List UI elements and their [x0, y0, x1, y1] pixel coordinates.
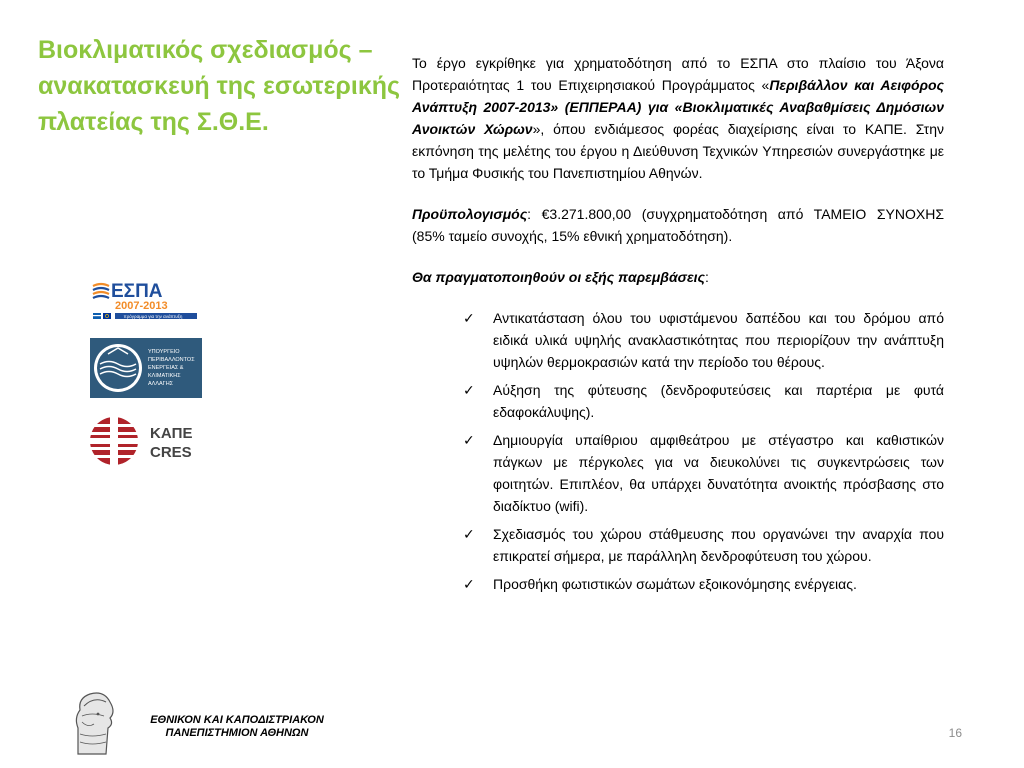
ministry-line-1: ΥΠΟΥΡΓΕΙΟ — [148, 349, 180, 355]
ministry-line-5: ΑΛΛΑΓΗΣ — [148, 381, 174, 387]
list-item-text: Αύξηση της φύτευσης (δενδροφυτεύσεις και παρτέρια με φυτά εδαφοκάλυψης). — [493, 382, 944, 420]
page-number: 16 — [948, 726, 962, 740]
checkmark-icon: ✓ — [463, 382, 475, 398]
ministry-line-2: ΠΕΡΙΒΑΛΛΟΝΤΟΣ — [148, 357, 195, 363]
interventions-heading — [412, 266, 944, 288]
espa-logo — [91, 276, 199, 322]
ministry-logo — [90, 338, 202, 398]
kape-logo — [88, 412, 206, 470]
list-item-text: Σχεδιασμός του χώρου στάθμευσης που οργανώνει την αναρχία που επικρατεί σήμερα, με παράλληλη δενδροφύτευση του χώρου. — [493, 526, 944, 564]
university-name — [141, 714, 333, 740]
list-item — [412, 379, 944, 423]
budget-paragraph — [412, 203, 944, 247]
interventions-colon: : — [705, 269, 709, 285]
intro-program-name: Περιβάλλον και Αειφόρος Ανάπτυξη 2007-2013» (ΕΠΠΕΡΑΑ) για «Βιοκλιματικές Αναβαθμίσεις Δημόσιων Ανοικτών Χώρων — [412, 77, 944, 137]
list-item — [412, 429, 944, 517]
espa-logo-tagline: πρόγραμμα για την ανάπτυξη — [123, 313, 183, 319]
kape-logo-line-2: CRES — [150, 444, 192, 461]
kape-logo-line-1: ΚΑΠΕ — [150, 425, 193, 442]
budget-label: Προϋπολογισμός — [412, 206, 528, 222]
intro-text-b: », όπου ενδιάμεσος φορέας διαχείρισης είναι το ΚΑΠΕ. Στην εκπόνηση της μελέτης του έργου η Διεύθυνση Τεχνικών Υπηρεσιών συνεργάστηκε με το Τμήμα Φυσικής του Πανεπιστημίου Αθηνών. — [412, 121, 944, 181]
list-item-text: Αντικατάσταση όλου του υφιστάμενου δαπέδου και του δρόμου από ειδικά υλικά υψηλής ανακλαστικότητας που περιορίζουν την ανάπτυξη υψηλών θερμοκρασιών κατά την περίοδο του θέρους. — [493, 310, 944, 370]
university-name-line-1: ΕΘΝΙΚΟΝ ΚΑΙ ΚΑΠΟΔΙΣΤΡΙΑΚΟΝ — [150, 714, 324, 726]
espa-logo-name: ΕΣΠΑ — [111, 281, 163, 302]
espa-logo-years: 2007-2013 — [115, 300, 168, 312]
main-content — [412, 52, 944, 601]
slide-title: Βιοκλιματικός σχεδιασμός – ανακατασκευή της εσωτερικής πλατείας της Σ.Θ.Ε. — [38, 36, 401, 136]
checkmark-icon: ✓ — [463, 310, 475, 326]
ministry-line-3: ΕΝΕΡΓΕΙΑΣ & — [148, 365, 184, 371]
ministry-line-4: ΚΛΙΜΑΤΙΚΗΣ — [148, 373, 181, 379]
list-item — [412, 573, 944, 595]
checkmark-icon: ✓ — [463, 526, 475, 542]
budget-text: : €3.271.800,00 (συγχρηματοδότηση από ΤΑΜΕΙΟ ΣΥΝΟΧΗΣ (85% ταμείο συνοχής, 15% εθνική χρηματοδότηση). — [412, 206, 944, 244]
checkmark-icon: ✓ — [463, 576, 475, 592]
intro-text-a: Το έργο εγκρίθηκε για χρηματοδότηση από το ΕΣΠΑ στο πλαίσιο του Άξονα Προτεραιότητας 1 του Επιχειρησιακού Προγράμματος « — [412, 55, 944, 93]
interventions-label: Θα πραγματοποιηθούν οι εξής παρεμβάσεις — [412, 269, 705, 285]
interventions-list — [412, 307, 944, 595]
list-item — [412, 523, 944, 567]
university-name-line-2: ΠΑΝΕΠΙΣΤΗΜΙΟΝ ΑΘΗΝΩΝ — [165, 727, 309, 739]
university-seal-logo — [64, 688, 120, 758]
checkmark-icon: ✓ — [463, 432, 475, 448]
intro-paragraph — [412, 52, 944, 184]
list-item — [412, 307, 944, 373]
list-item-text: Δημιουργία υπαίθριου αμφιθεάτρου με στέγαστρο και καθιστικών πάγκων με πέργκολες για να διευκολύνει τις συγκεντρώσεις των φοιτητών. Επιπλέον, θα υπάρχει δυνατότητα ανοικτής πρόσβασης στο διαδίκτυο (wifi). — [493, 432, 944, 514]
list-item-text: Προσθήκη φωτιστικών σωμάτων εξοικονόμησης ενέργειας. — [493, 576, 857, 592]
